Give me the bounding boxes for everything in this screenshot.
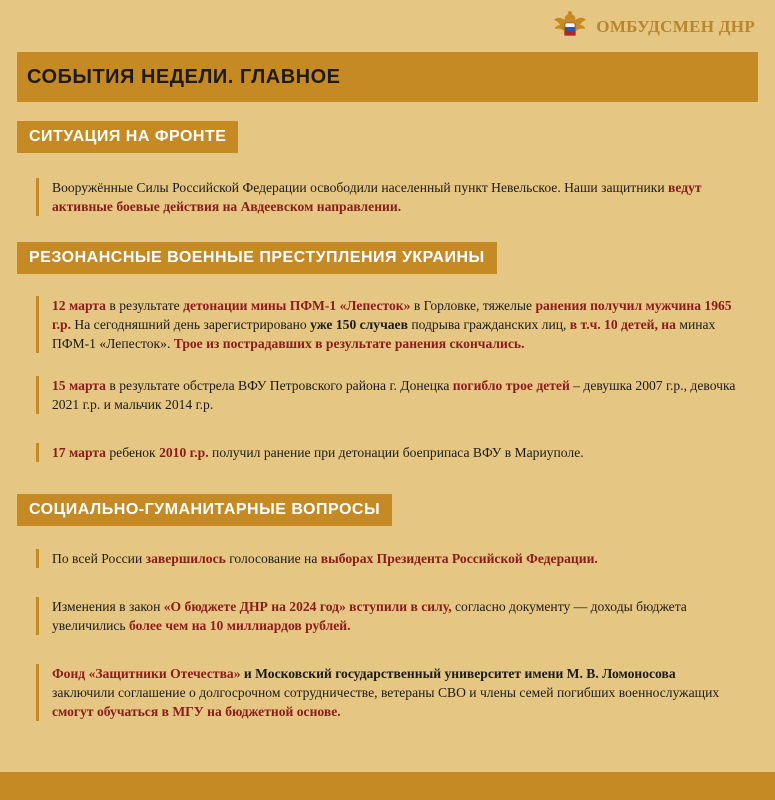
highlight-run: завершилось — [145, 551, 226, 566]
highlight-run: 2010 г.р. — [159, 445, 209, 460]
front-paragraph — [36, 178, 736, 216]
highlight-run: «О бюджете ДНР на 2024 год» вступили в силу, — [163, 599, 452, 614]
text-run: голосование на — [225, 551, 321, 566]
emblem-icon — [552, 10, 588, 44]
highlight-run: ведут активные боевые действия на Авдеевском направлении. — [52, 180, 702, 214]
highlight-run: выборах Президента Российской Федерации. — [320, 551, 598, 566]
text-run: По всей России — [52, 551, 146, 566]
social-paragraph-3 — [36, 664, 736, 721]
header-logo — [552, 10, 755, 44]
highlight-run: более чем на 10 миллиардов рублей. — [129, 618, 351, 633]
bold-run: и Московский государственный университет имени М. В. Ломоносова — [240, 666, 676, 681]
text-run: – девушка 2007 г.р., девочка 2021 г.р. и мальчик 2014 г.р. — [52, 378, 736, 412]
highlight-run: детонации мины ПФМ-1 «Лепесток» — [183, 298, 411, 313]
footer-bar — [0, 772, 775, 800]
date-run: 15 марта — [52, 378, 106, 393]
crimes-paragraph-3 — [36, 443, 736, 462]
highlight-run: ранения получил мужчина 1965 г.р. — [52, 298, 732, 332]
highlight-run: Трое из пострадавших в результате ранения скончались. — [173, 336, 525, 351]
text-run: получил ранение при детонации боеприпаса ВФУ в Мариуполе. — [208, 445, 584, 460]
highlight-run: погибло трое детей — [452, 378, 570, 393]
text-run: заключили соглашение о долгосрочном сотрудничестве, ветераны СВО и члены семей погибших военнослужащих — [52, 685, 720, 700]
text-run: согласно документу — доходы бюджета увеличились — [52, 599, 687, 633]
text-run: ребенок — [105, 445, 160, 460]
text-run: Вооружённые Силы Российской Федерации освободили населенный пункт Невельское. Наши защитники — [52, 180, 669, 195]
highlight-run: в т.ч. 10 детей, на — [569, 317, 676, 332]
social-paragraph-2 — [36, 597, 736, 635]
date-run: 17 марта — [52, 445, 106, 460]
crimes-paragraph-1 — [36, 296, 736, 353]
section-crimes-label: РЕЗОНАНСНЫЕ ВОЕННЫЕ ПРЕСТУПЛЕНИЯ УКРАИНЫ — [17, 242, 497, 274]
text-run: минах ПФМ-1 «Лепесток». — [52, 317, 716, 351]
logo-text: ОМБУДСМЕН ДНР — [596, 17, 755, 36]
highlight-run: смогут обучаться в МГУ на бюджетной основе. — [52, 704, 341, 719]
text-run: подрыва гражданских лиц, — [407, 317, 570, 332]
text-run: в результате — [105, 298, 184, 313]
page-title: СОБЫТИЯ НЕДЕЛИ. ГЛАВНОЕ — [17, 52, 758, 102]
social-paragraph-1 — [36, 549, 736, 568]
crimes-paragraph-2 — [36, 376, 736, 414]
text-run: в результате обстрела ВФУ Петровского района г. Донецка — [105, 378, 453, 393]
section-social-label: СОЦИАЛЬНО-ГУМАНИТАРНЫЕ ВОПРОСЫ — [17, 494, 392, 526]
section-front-label: СИТУАЦИЯ НА ФРОНТЕ — [17, 121, 238, 153]
text-run: Изменения в закон — [52, 599, 164, 614]
text-run: в Горловке, тяжелые — [410, 298, 536, 313]
highlight-run: Фонд «Защитники Отечества» — [52, 666, 241, 681]
bold-run: уже 150 случаев — [310, 317, 408, 332]
text-run: На сегодняшний день зарегистрировано — [71, 317, 311, 332]
date-run: 12 марта — [52, 298, 106, 313]
